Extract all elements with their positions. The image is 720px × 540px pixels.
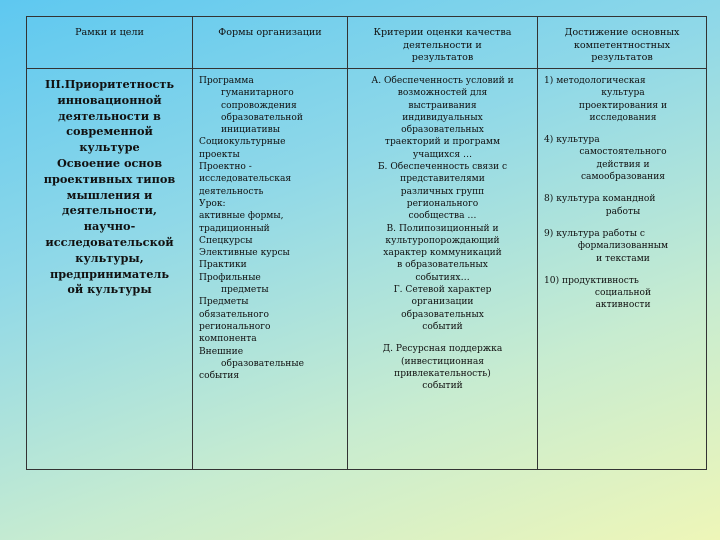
cell-criteria <box>348 69 538 470</box>
result-item: 1) методологическая <box>544 76 646 86</box>
form-item: образовательной <box>221 112 303 123</box>
criteria-item: сообщества … <box>408 211 477 222</box>
result-item: проектирования и <box>578 100 668 111</box>
criteria-item: представителями <box>400 174 485 185</box>
priority-body-line: деятельности, <box>62 203 157 218</box>
criteria-item: Д. Ресурсная поддержка <box>382 344 503 355</box>
criteria-item: А. Обеспеченность условий и <box>371 76 514 86</box>
header-frames-text: Рамки и цели <box>75 27 144 38</box>
criteria-item: Б. Обеспеченность связи с <box>377 162 508 173</box>
form-item: Программа <box>199 76 254 86</box>
priority-title-line: современной <box>66 124 153 139</box>
spacer <box>544 124 702 134</box>
form-item: деятельность <box>199 186 264 197</box>
priority-title-line: III.Приоритетность <box>44 77 175 91</box>
criteria-item: событий <box>422 321 463 332</box>
criteria-item: Г. Сетевой характер <box>393 285 492 296</box>
criteria-item: событий <box>422 381 463 392</box>
spacer <box>544 265 702 275</box>
forms-list <box>193 69 347 382</box>
content-row <box>27 69 707 470</box>
form-item: образовательные <box>221 358 304 369</box>
header-cell-results <box>538 17 707 69</box>
result-item: 10) продуктивность <box>544 275 639 286</box>
result-item: 4) культура <box>544 135 600 146</box>
form-item: Проектно - <box>199 162 252 173</box>
criteria-item: образовательных <box>401 125 484 136</box>
form-item: события <box>199 371 240 382</box>
result-item: 8) культура командной <box>544 194 656 205</box>
form-item: инициативы <box>221 125 280 136</box>
form-item: традиционный <box>199 223 270 234</box>
criteria-item: траекторий и программ <box>384 137 501 148</box>
frames-goals-text <box>27 69 192 298</box>
header-criteria-line: результатов <box>411 52 474 63</box>
cell-results <box>538 69 707 470</box>
header-cell-frames <box>27 17 193 69</box>
form-item: обязательного <box>199 309 269 320</box>
form-item: исследовательская <box>199 174 292 185</box>
criteria-item: характер коммуникаций <box>383 248 502 259</box>
criteria-item: выстраивания <box>408 100 477 111</box>
form-item: проекты <box>199 149 240 160</box>
criteria-item: организации <box>411 297 474 308</box>
result-item: работы <box>605 206 641 217</box>
result-item: исследования <box>589 112 657 123</box>
form-item: Внешние <box>199 346 244 357</box>
cell-frames-goals <box>27 69 193 470</box>
criteria-item: привлекательность) <box>394 368 491 379</box>
results-list <box>538 69 706 312</box>
priority-title-line: культуре <box>79 140 140 155</box>
criteria-item: В. Полипозиционный и <box>386 223 499 234</box>
priority-body-line: исследовательской <box>45 234 174 249</box>
criteria-item: учащихся … <box>412 149 473 160</box>
priority-body-line: Освоение основ <box>56 155 163 170</box>
header-results-line: результатов <box>591 52 653 63</box>
form-item: Спецкурсы <box>199 235 253 246</box>
form-item: Элективные курсы <box>199 248 290 259</box>
form-item: гуманитарного <box>221 88 294 99</box>
result-item: самообразования <box>580 172 666 183</box>
form-item: предметы <box>221 285 269 296</box>
header-cell-forms <box>193 17 348 69</box>
form-item: активные формы, <box>199 211 284 222</box>
result-item: формализованным <box>577 241 669 252</box>
criteria-item: регионального <box>406 198 479 209</box>
result-item: и текстами <box>596 253 650 264</box>
priority-title-line: инновационной <box>57 92 162 107</box>
result-item: социальной <box>594 288 652 299</box>
criteria-item: возможностей для <box>397 88 488 99</box>
criteria-list <box>348 69 537 392</box>
competence-table <box>26 16 707 470</box>
criteria-item: различных групп <box>400 186 485 197</box>
priority-body-line: проективных типов <box>43 171 176 186</box>
priority-title-line: деятельности в <box>58 108 161 123</box>
spacer <box>544 183 702 193</box>
result-item: культура <box>601 88 645 99</box>
priority-body-line: научно- <box>83 219 136 234</box>
spacer <box>350 333 535 343</box>
form-item: сопровождения <box>221 100 297 111</box>
header-results-text <box>538 17 706 65</box>
form-item: регионального <box>199 321 271 332</box>
priority-body-line: культуры, <box>75 250 144 265</box>
form-item: Предметы <box>199 297 249 308</box>
criteria-item: событиях… <box>415 272 470 283</box>
criteria-item: культуропорождающий <box>385 235 500 246</box>
priority-body-line: ой культуры <box>67 282 152 297</box>
form-item: Практики <box>199 260 247 271</box>
cell-forms <box>193 69 348 470</box>
header-row <box>27 17 707 69</box>
criteria-item: индивидуальных <box>402 112 483 123</box>
priority-body-line: мышления и <box>66 187 153 202</box>
header-criteria-line: Критерии оценки качества <box>373 27 512 38</box>
form-item: компонента <box>199 334 257 345</box>
header-results-line: компетентностных <box>573 39 671 51</box>
header-results-line: Достижение основных <box>564 27 680 38</box>
header-criteria-line: деятельности и <box>403 39 482 51</box>
header-cell-criteria <box>348 17 538 69</box>
header-forms-text: Формы организации <box>218 27 322 38</box>
header-criteria-text <box>348 17 537 65</box>
criteria-item: (инвестиционная <box>400 356 485 367</box>
priority-body-line: предприниматель <box>49 266 170 281</box>
form-item: Профильные <box>199 272 261 283</box>
spacer <box>544 218 702 228</box>
result-item: активности <box>595 300 651 311</box>
result-item: самостоятельного <box>579 147 667 158</box>
result-item: действия и <box>596 159 650 170</box>
result-item: 9) культура работы с <box>544 228 645 239</box>
criteria-item: в образовательных <box>397 260 488 271</box>
form-item: Социокультурные <box>199 137 286 148</box>
criteria-item: образовательных <box>401 309 484 320</box>
form-item: Урок: <box>199 198 226 209</box>
